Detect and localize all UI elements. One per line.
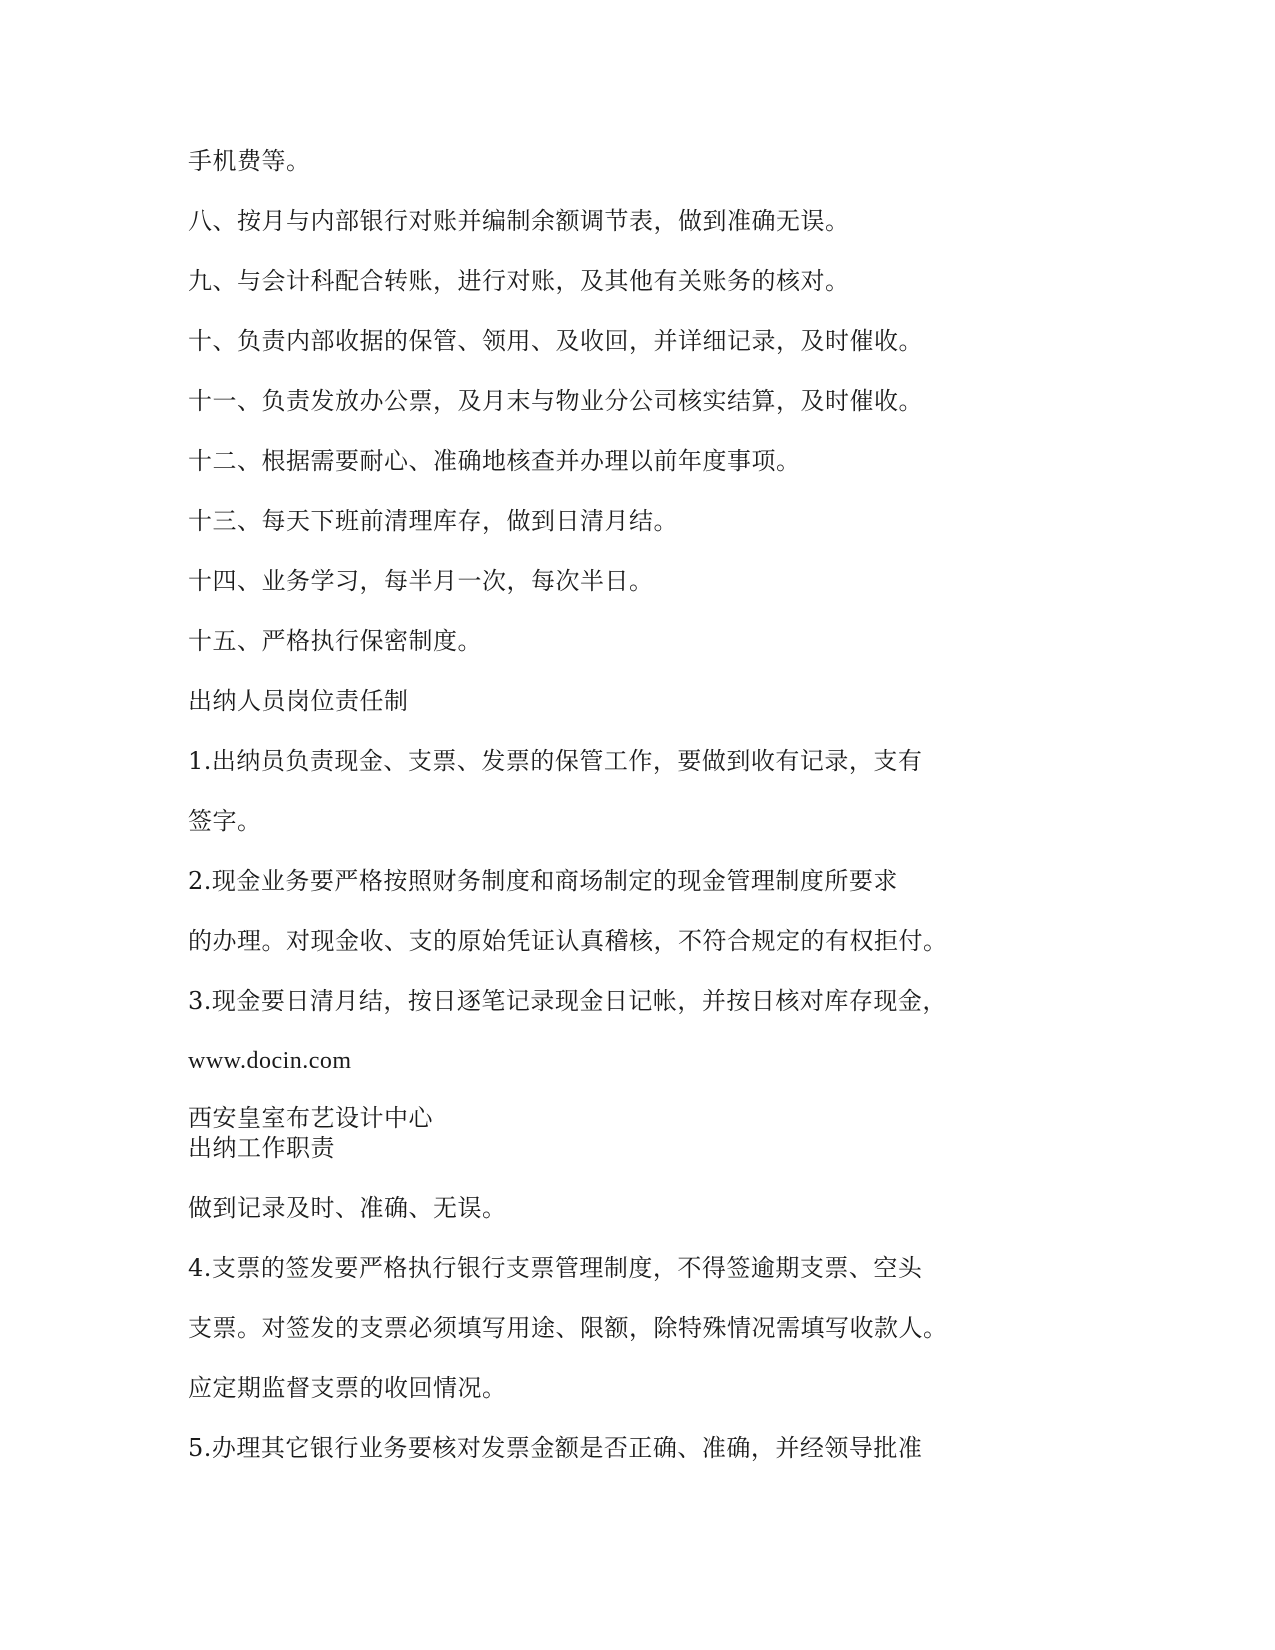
header-company: 西安皇室布艺设计中心 <box>188 1104 433 1132</box>
text-line: 支票。对签发的支票必须填写用途、限额，除特殊情况需填写收款人。 <box>188 1314 948 1342</box>
text-line: 十一、负责发放办公票，及月末与物业分公司核实结算，及时催收。 <box>188 387 923 415</box>
text-line: 5.办理其它银行业务要核对发票金额是否正确、准确，并经领导批准 <box>188 1434 923 1462</box>
text-line: 十五、严格执行保密制度。 <box>188 627 482 655</box>
text-line: 签字。 <box>188 807 262 835</box>
text-line: 4.支票的签发要严格执行银行支票管理制度，不得签逾期支票、空头 <box>188 1254 923 1282</box>
text-line: 手机费等。 <box>188 147 311 175</box>
text-line: 十三、每天下班前清理库存，做到日清月结。 <box>188 507 678 535</box>
text-line: 应定期监督支票的收回情况。 <box>188 1374 507 1402</box>
text-line: 十四、业务学习，每半月一次，每次半日。 <box>188 567 654 595</box>
text-line: 2.现金业务要严格按照财务制度和商场制定的现金管理制度所要求 <box>188 867 898 895</box>
text-line: 九、与会计科配合转账，进行对账，及其他有关账务的核对。 <box>188 267 850 295</box>
text-line: 1.出纳员负责现金、支票、发票的保管工作，要做到收有记录，支有 <box>188 747 923 775</box>
text-line: 3.现金要日清月结，按日逐笔记录现金日记帐，并按日核对库存现金， <box>188 987 947 1015</box>
text-line: 十二、根据需要耐心、准确地核查并办理以前年度事项。 <box>188 447 801 475</box>
text-line: 的办理。对现金收、支的原始凭证认真稽核，不符合规定的有权拒付。 <box>188 927 948 955</box>
section-heading: 出纳人员岗位责任制 <box>188 687 409 715</box>
text-line: 十、负责内部收据的保管、领用、及收回，并详细记录，及时催收。 <box>188 327 923 355</box>
text-line: 八、按月与内部银行对账并编制余额调节表，做到准确无误。 <box>188 207 850 235</box>
header-title: 出纳工作职责 <box>188 1134 335 1162</box>
watermark-url: www.docin.com <box>188 1048 352 1074</box>
text-line: 做到记录及时、准确、无误。 <box>188 1194 507 1222</box>
